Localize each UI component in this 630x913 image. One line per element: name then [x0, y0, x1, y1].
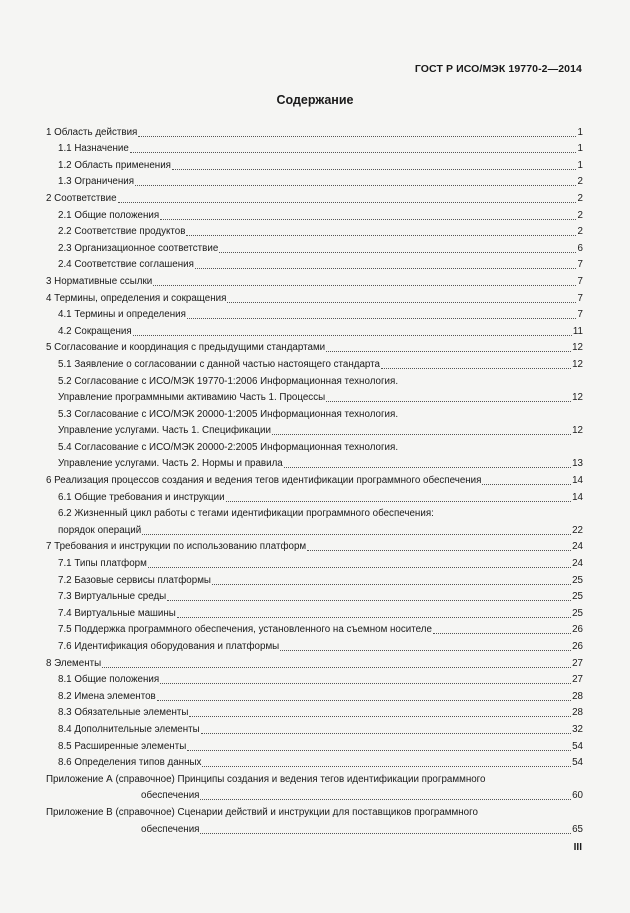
table-of-contents [46, 122, 583, 836]
toc-leader-dots [212, 583, 571, 585]
toc-entry-page: 2 [577, 209, 583, 221]
toc-leader-dots [142, 533, 571, 535]
toc-leader-dots [157, 699, 571, 701]
toc-entry-label: 2.4 Соответствие соглашения [58, 259, 194, 271]
toc-leader-dots [172, 168, 576, 170]
toc-leader-dots [226, 500, 571, 502]
toc-leader-dots [200, 832, 571, 834]
toc-entry-label: 7 Требования и инструкции по использованию платформ [46, 541, 307, 553]
toc-entry[interactable] [46, 437, 583, 454]
toc-leader-dots [284, 466, 571, 468]
toc-entry[interactable] [46, 603, 583, 620]
toc-entry-page: 12 [572, 342, 583, 354]
toc-leader-dots [482, 483, 571, 485]
toc-entry[interactable] [46, 487, 583, 504]
toc-entry-page: 24 [572, 541, 583, 553]
toc-entry-page: 7 [577, 259, 583, 271]
toc-entry[interactable] [46, 139, 583, 156]
toc-entry-page: 11 [572, 325, 583, 337]
toc-entry-page: 14 [572, 475, 583, 487]
toc-leader-dots [381, 367, 571, 369]
toc-leader-dots [187, 317, 576, 319]
toc-entry[interactable] [46, 238, 583, 255]
toc-entry-label: 5 Согласование и координация с предыдущими стандартами [46, 342, 326, 354]
toc-entry[interactable] [46, 719, 583, 736]
toc-entry[interactable] [46, 172, 583, 189]
toc-leader-dots [133, 334, 572, 336]
toc-entry-label: обеспечения [141, 790, 200, 802]
toc-leader-dots [280, 649, 571, 651]
toc-entry-page: 32 [572, 723, 583, 735]
toc-entry[interactable] [46, 537, 583, 554]
toc-leader-dots [118, 201, 576, 203]
toc-entry[interactable] [46, 404, 583, 421]
toc-entry-label: 7.6 Идентификация оборудования и платформы [58, 641, 280, 652]
toc-leader-dots [201, 732, 571, 734]
toc-entry[interactable] [46, 354, 583, 371]
toc-entry[interactable] [46, 371, 583, 388]
toc-entry-label: 3 Нормативные ссылки [46, 275, 153, 287]
toc-leader-dots [102, 666, 571, 668]
toc-entry-label: 8.4 Дополнительные элементы [58, 723, 200, 735]
toc-entry[interactable] [46, 736, 583, 753]
toc-entry-page: 12 [572, 392, 583, 404]
toc-entry-label: 5.1 Заявление о согласовании с данной частью настоящего стандарта [58, 358, 380, 370]
toc-leader-dots [167, 599, 571, 601]
toc-entry[interactable] [46, 470, 583, 487]
toc-entry[interactable] [46, 520, 583, 537]
toc-entry-page: 1 [577, 159, 583, 171]
toc-entry-page: 2 [577, 192, 583, 204]
toc-entry-label: Управление услугами. Часть 2. Нормы и правила [58, 458, 283, 470]
toc-entry[interactable] [46, 288, 583, 305]
toc-entry[interactable] [46, 786, 583, 803]
toc-entry[interactable] [46, 222, 583, 239]
toc-entry-page: 7 [577, 275, 583, 287]
toc-entry[interactable] [46, 305, 583, 322]
toc-entry-label: 5.2 Согласование с ИСО/МЭК 19770-1:2006 Информационная технология. [58, 375, 399, 387]
toc-entry-page: 28 [572, 690, 583, 702]
toc-entry[interactable] [46, 122, 583, 139]
toc-entry-page: 25 [572, 607, 583, 619]
toc-leader-dots [195, 267, 576, 269]
toc-entry-label: Управление программными активамию Часть 1. Процессы [58, 392, 326, 404]
toc-entry-label: 7.2 Базовые сервисы платформы [58, 574, 211, 586]
toc-entry[interactable] [46, 321, 583, 338]
toc-entry-label: 5.4 Согласование с ИСО/МЭК 20000-2:2005 Информационная технология. [58, 441, 399, 453]
toc-leader-dots [189, 715, 571, 717]
toc-entry-label: Приложение В (справочное) Сценарии действий и инструкции для поставщиков программного [46, 806, 478, 818]
toc-entry[interactable] [46, 421, 583, 438]
document-code: ГОСТ Р ИСО/МЭК 19770-2—2014 [414, 63, 582, 75]
toc-entry[interactable] [46, 769, 583, 786]
toc-entry-page: 26 [572, 641, 583, 652]
toc-entry-page: 12 [572, 358, 583, 370]
toc-entry-page: 65 [572, 823, 583, 835]
toc-entry[interactable] [46, 670, 583, 687]
toc-entry-label: 5.3 Согласование с ИСО/МЭК 20000-1:2005 Информационная технология. [58, 408, 399, 420]
toc-entry-page: 2 [577, 226, 583, 238]
toc-entry[interactable] [46, 155, 583, 172]
toc-leader-dots [160, 218, 576, 220]
toc-entry[interactable] [46, 255, 583, 272]
toc-leader-dots [187, 749, 571, 751]
toc-entry-page: 6 [577, 242, 583, 254]
toc-entry[interactable] [46, 271, 583, 288]
toc-entry[interactable] [46, 819, 583, 836]
toc-entry-page: 7 [577, 309, 583, 321]
toc-entry-label: 8.3 Обязательные элементы [58, 707, 189, 719]
toc-entry-page: 24 [572, 558, 583, 570]
page-title: Содержание [276, 93, 354, 107]
toc-entry-page: 7 [577, 292, 583, 304]
toc-entry-page: 26 [572, 624, 583, 636]
toc-entry[interactable] [46, 205, 583, 222]
toc-entry[interactable] [46, 620, 583, 637]
toc-entry-label: 6 Реализация процессов создания и ведения тегов идентификации программного обеспечения [46, 475, 482, 487]
toc-entry[interactable] [46, 570, 583, 587]
toc-entry-label: порядок операций [58, 524, 142, 536]
toc-entry-page: 27 [572, 674, 583, 686]
toc-leader-dots [177, 616, 571, 618]
toc-entry-label: 7.1 Типы платформ [58, 558, 147, 570]
toc-entry[interactable] [46, 338, 583, 355]
toc-leader-dots [138, 135, 576, 137]
toc-entry-label: обеспечения [141, 823, 200, 835]
toc-entry-label: 4 Термины, определения и сокращения [46, 292, 227, 304]
toc-entry-page: 2 [577, 176, 583, 188]
toc-leader-dots [153, 284, 576, 286]
toc-entry-label: 8.6 Определения типов данных [58, 757, 202, 769]
toc-leader-dots [148, 566, 571, 568]
toc-leader-dots [130, 151, 576, 153]
toc-entry-label: 2.3 Организационное соответствие [58, 242, 219, 254]
toc-entry-page: 12 [572, 425, 583, 437]
toc-entry-page: 54 [572, 740, 583, 752]
toc-entry-label: 1.3 Ограничения [58, 176, 135, 188]
toc-entry-page: 13 [572, 458, 583, 470]
toc-entry-label: 8 Элементы [46, 657, 102, 669]
toc-entry-page: 54 [572, 757, 583, 769]
toc-leader-dots [326, 350, 571, 352]
toc-entry-page: 60 [572, 790, 583, 802]
toc-entry-label: 2.1 Общие положения [58, 209, 160, 221]
toc-entry-label: 8.2 Имена элементов [58, 690, 156, 702]
toc-entry-label: 6.2 Жизненный цикл работы с тегами идентификации программного обеспечения: [58, 508, 434, 520]
toc-leader-dots [160, 682, 571, 684]
toc-leader-dots [326, 400, 571, 402]
toc-entry-page: 1 [577, 126, 583, 138]
toc-entry[interactable] [46, 454, 583, 471]
toc-leader-dots [227, 301, 576, 303]
toc-entry-label: 2.2 Соответствие продуктов [58, 226, 186, 238]
toc-entry-label: 2 Соответствие [46, 192, 117, 204]
toc-entry-label: 1 Область действия [46, 126, 138, 138]
toc-entry-label: 1.1 Назначение [58, 143, 129, 155]
toc-entry[interactable] [46, 388, 583, 405]
toc-entry-label: 6.1 Общие требования и инструкции [58, 491, 225, 503]
toc-entry-page: 1 [577, 143, 583, 155]
toc-entry[interactable] [46, 587, 583, 604]
toc-leader-dots [219, 251, 576, 253]
toc-leader-dots [202, 765, 571, 767]
toc-entry[interactable] [46, 504, 583, 521]
toc-entry-page: 28 [572, 707, 583, 719]
toc-entry-page: 27 [572, 657, 583, 669]
toc-entry-label: Управление услугами. Часть 1. Спецификации [58, 425, 271, 437]
toc-entry[interactable] [46, 753, 583, 770]
toc-entry-label: 4.2 Сокращения [58, 325, 132, 337]
toc-entry-label: 7.4 Виртуальные машины [58, 607, 176, 619]
toc-leader-dots [186, 234, 576, 236]
toc-entry-label: 4.1 Термины и определения [58, 309, 186, 321]
toc-entry-page: 25 [572, 591, 583, 603]
toc-entry-label: 7.5 Поддержка программного обеспечения, установленного на съемном носителе [58, 624, 432, 636]
toc-entry[interactable] [46, 703, 583, 720]
toc-entry[interactable] [46, 636, 583, 653]
toc-leader-dots [307, 549, 571, 551]
toc-entry-label: 8.1 Общие положения [58, 674, 160, 686]
toc-entry[interactable] [46, 653, 583, 670]
page-number: III [573, 842, 582, 853]
toc-entry[interactable] [46, 553, 583, 570]
toc-entry[interactable] [46, 802, 583, 819]
toc-leader-dots [135, 184, 576, 186]
toc-entry-label: Приложение А (справочное) Принципы создания и ведения тегов идентификации программного [46, 773, 486, 785]
toc-entry[interactable] [46, 686, 583, 703]
toc-entry[interactable] [46, 188, 583, 205]
toc-entry-page: 14 [572, 491, 583, 503]
toc-entry-label: 7.3 Виртуальные среды [58, 591, 167, 603]
toc-entry-label: 1.2 Область применения [58, 159, 171, 171]
toc-entry-page: 22 [572, 524, 583, 536]
toc-entry-label: 8.5 Расширенные элементы [58, 740, 187, 752]
toc-leader-dots [272, 433, 571, 435]
toc-entry-page: 25 [572, 574, 583, 586]
toc-leader-dots [433, 632, 571, 634]
toc-leader-dots [200, 798, 571, 800]
